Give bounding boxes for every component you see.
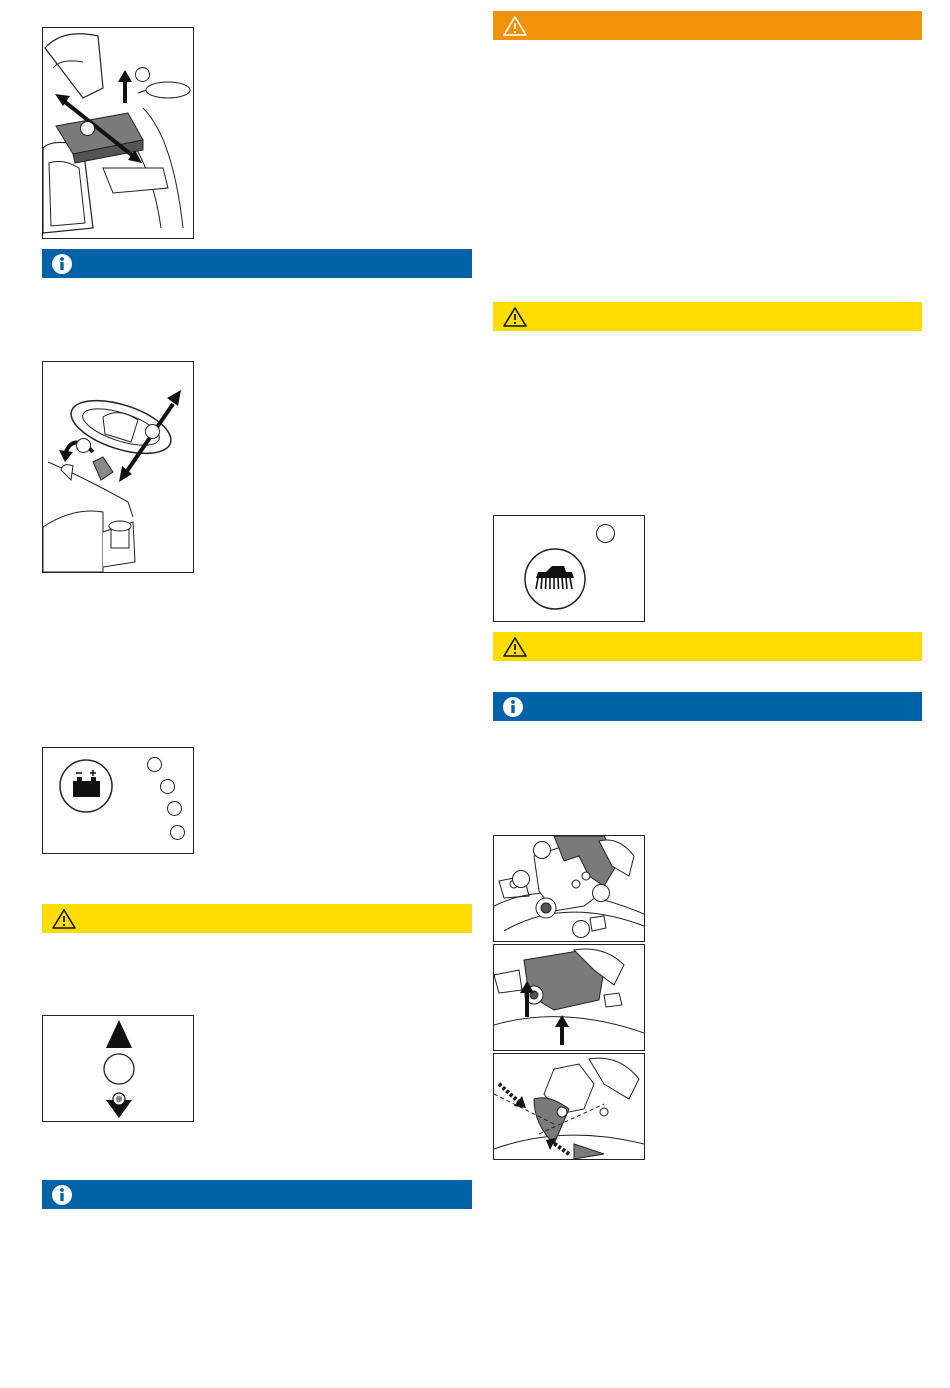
callout-1 [76, 438, 91, 453]
info-notice-bar [42, 1180, 472, 1209]
warning-triangle-icon [51, 908, 77, 930]
steering-wheel-adjustment-figure [42, 361, 194, 573]
callout-2 [160, 779, 175, 794]
warning-triangle-icon [502, 306, 528, 328]
warning-triangle-icon [502, 636, 528, 658]
brush-head-lift-figure [493, 944, 645, 1051]
warning-triangle-icon [502, 15, 528, 37]
warning-notice-bar [493, 11, 922, 40]
info-notice-bar [493, 692, 922, 721]
brush-head-align-figure [493, 1053, 645, 1160]
info-icon [502, 696, 524, 718]
info-icon [51, 253, 73, 275]
callout-2 [145, 424, 160, 439]
callout-1 [135, 67, 150, 82]
callout-3 [167, 801, 182, 816]
callout-2 [80, 121, 95, 136]
callout-3 [592, 884, 610, 902]
brush-head-removal-figure [493, 835, 645, 942]
callout-1 [596, 524, 615, 543]
caution-notice-bar [493, 632, 922, 661]
info-icon [51, 1184, 73, 1206]
callout-4 [572, 920, 590, 938]
callout-1 [533, 841, 551, 859]
caution-notice-bar [493, 302, 922, 331]
lift-switch-figure [42, 1015, 194, 1122]
seat-adjustment-figure [42, 27, 194, 239]
callout-1 [147, 757, 162, 772]
callout-2 [512, 870, 530, 888]
callout-4 [170, 825, 185, 840]
battery-display-figure [42, 747, 194, 854]
caution-notice-bar [42, 904, 472, 933]
brush-symbol-figure [493, 515, 645, 622]
info-notice-bar [42, 249, 472, 278]
